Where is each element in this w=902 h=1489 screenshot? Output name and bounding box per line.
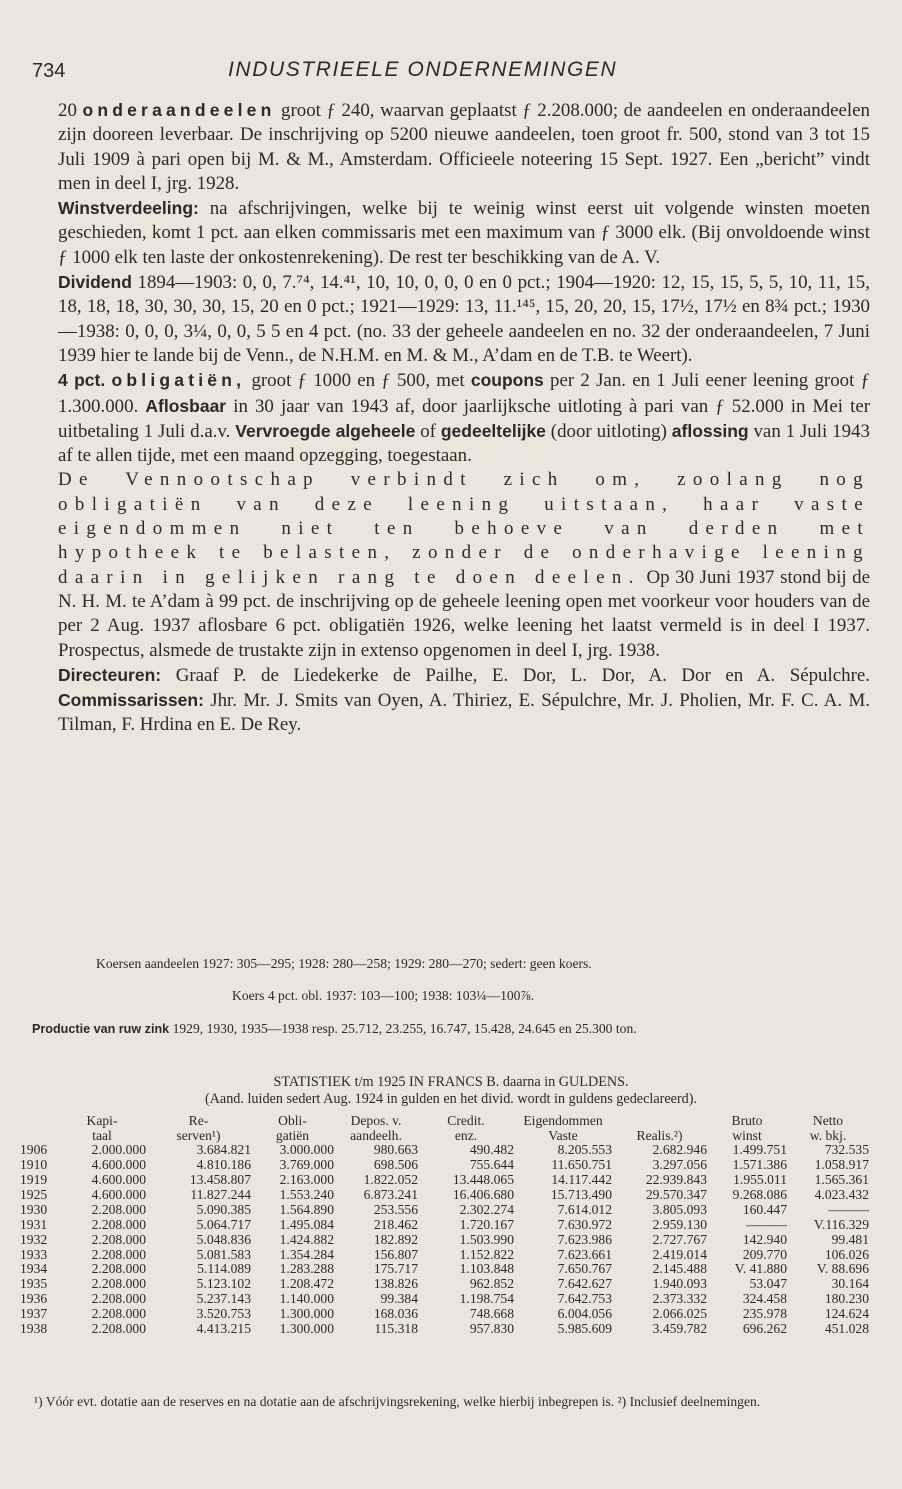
statistiek-title: STATISTIEK t/m 1925 IN FRANCS B. daarna in GULDENS. (273, 1074, 629, 1090)
aflossing-label: aflossing (671, 420, 749, 441)
table-cell: 698.506 (373, 1157, 418, 1173)
row-year: 1906 (20, 1142, 48, 1158)
table-cell: 962.852 (469, 1276, 514, 1292)
winstverdeeling-label: Winstverdeeling: (58, 198, 199, 219)
table-cell: 1.300.000 (279, 1321, 334, 1337)
row-year: 1925 (20, 1186, 48, 1202)
onderaandeelen-count: 20 (58, 100, 77, 121)
table-cell: 490.482 (469, 1142, 514, 1158)
row-year: 1933 (20, 1246, 48, 1262)
table-row (20, 1322, 869, 1337)
table-row (20, 1277, 869, 1292)
vennootschap-clause: De Vennootschap verbindt zich om, zoolang nog obligatiën van deze leening uitstaan, haar vaste eigendommen niet ten behoeve van derden met hypotheek te belasten, zonder de onderhavige leening daarin in gelijken rang te doen deelen. (58, 469, 870, 588)
table-cell: 53.047 (749, 1276, 787, 1292)
table-cell: 2.145.488 (652, 1261, 707, 1277)
table-cell: 175.717 (373, 1261, 418, 1277)
table-cell: 7.623.986 (557, 1231, 612, 1247)
table-cell: 1.720.167 (459, 1216, 514, 1232)
winstverdeeling-text: na afschrijvingen, welke bij te weinig winst eerst uit volgende winsten moeten geschieden, komt 1 pct. aan elken commissaris met een maximum van ƒ 3000 elk. (Bij onvoldoende winst ƒ 1000 elk ten laste der onkostenrekening). De rest ter beschikking van de A. V. (58, 198, 870, 268)
column-header-bottom: enz. (454, 1127, 478, 1143)
table-cell: 4.600.000 (91, 1172, 146, 1187)
column-header-top: Netto (812, 1113, 844, 1128)
table-cell: 209.770 (742, 1246, 787, 1262)
table-cell: 2.727.767 (652, 1231, 707, 1247)
column-header-bottom: winst (732, 1127, 762, 1143)
statistiek-body (20, 1143, 869, 1337)
table-cell: 138.826 (373, 1276, 418, 1292)
paragraph-obligaties (58, 368, 870, 468)
paragraph-dividend (58, 270, 870, 368)
statistiek-table (20, 1114, 869, 1337)
table-cell: 22.939.843 (645, 1172, 707, 1187)
table-cell: 1.564.890 (279, 1201, 334, 1217)
column-header-bottom: Vaste (548, 1127, 578, 1143)
table-cell: 3.684.821 (196, 1142, 251, 1158)
paragraph-vennootschap (58, 468, 870, 662)
table-row (20, 1203, 869, 1218)
table-cell: 156.807 (373, 1246, 418, 1262)
table-cell: 5.081.583 (196, 1246, 251, 1262)
header-row-2 (20, 1129, 869, 1144)
directeuren-label: Directeuren: (58, 664, 162, 685)
table-cell: 732.535 (824, 1142, 869, 1158)
column-header-bottom: taal (92, 1127, 112, 1143)
koers-obligaties: Koers 4 pct. obl. 1937: 103—100; 1938: 103¼—100⅞. (232, 988, 535, 1003)
row-year: 1931 (20, 1216, 48, 1232)
page-header (32, 58, 870, 88)
table-cell: 2.208.000 (91, 1306, 146, 1322)
table-cell: 5.064.717 (196, 1216, 251, 1232)
obligaties-heading: obligatiën, (111, 370, 246, 391)
table-cell: 3.805.093 (652, 1201, 707, 1217)
column-header-bottom: serven¹) (176, 1127, 221, 1143)
dividend-text: 1894—1903: 0, 0, 7.⁷⁴, 14.⁴¹, 10, 10, 0, 0, 0 en 0 pct.; 1904—1920: 12, 15, 15, 5, 5, 10, 11, 15, 18, 18, 18, 30, 30, 30, 15, 20 en 0 pct.; 1921—1929: 13, 11.¹⁴⁵, 15, 20, 20, 15, 17½, 17½ en 8¾ pct.; 1930—1938: 0, 0, 0, 3¼, 0, 0, 5 5 en 4 pct. (no. 33 der geheele aandeelen en no. 32 der onderaandeelen, 7 Juni 1939 hier te lande bij de Venn., de N.H.M. en M. & M., A’dam en de T.B. te Weert). (58, 272, 870, 366)
column-header-top: Credit. (447, 1113, 485, 1128)
table-cell: 2.208.000 (91, 1291, 146, 1307)
table-cell: 748.668 (469, 1306, 514, 1322)
table-cell: 1.198.754 (459, 1291, 514, 1307)
table-row (20, 1158, 869, 1173)
table-cell: 5.048.836 (196, 1231, 251, 1247)
table-cell: 2.373.332 (652, 1291, 707, 1307)
page-number: 734 (32, 60, 66, 82)
table-cell: 1.152.822 (459, 1246, 514, 1262)
table-cell: 9.268.086 (732, 1186, 787, 1202)
year-header-2 (20, 1129, 58, 1144)
column-header-bottom: gatiën (275, 1127, 310, 1143)
table-cell: 1.565.361 (814, 1172, 869, 1187)
aflosbaar-label: Aflosbaar (145, 395, 227, 416)
column-header-bottom: aandeelh. (350, 1127, 402, 1143)
table-cell: 2.959.130 (652, 1216, 707, 1232)
table-cell: 1.300.000 (279, 1306, 334, 1322)
table-cell: V.116.329 (813, 1216, 869, 1232)
dividend-label: Dividend (58, 272, 132, 293)
column-header-top (612, 1114, 707, 1129)
row-year: 1935 (20, 1276, 48, 1292)
row-year: 1936 (20, 1291, 48, 1307)
table-cell: 1.503.990 (459, 1231, 514, 1247)
table-cell: 182.892 (373, 1231, 418, 1247)
table-cell: 15.713.490 (550, 1186, 612, 1202)
table-cell: 2.208.000 (91, 1321, 146, 1337)
table-cell: ——— (746, 1216, 787, 1232)
table-cell: 4.023.432 (814, 1186, 869, 1202)
row-year: 1932 (20, 1231, 48, 1247)
statistiek-subtitle: (Aand. luiden sedert Aug. 1924 in gulden en het divid. wordt in guldens gedeclareerd). (204, 1091, 698, 1107)
table-cell: 124.624 (824, 1306, 869, 1322)
table-cell: 142.940 (742, 1231, 787, 1247)
table-cell: 2.208.000 (91, 1261, 146, 1277)
gedeeltelijke-label: gedeeltelijke (440, 420, 546, 441)
table-cell: V. 41.880 (734, 1261, 787, 1277)
table-cell: V. 88.696 (816, 1261, 869, 1277)
table-cell: 13.458.807 (189, 1172, 251, 1187)
table-cell: 1.283.288 (279, 1261, 334, 1277)
commissarissen-text: Jhr. Mr. J. Smits van Oyen, A. Thiriez, E. Sépulchre, Mr. J. Pholien, Mr. F. C. A. M. Tilman, F. Hrdina en E. De Rey. (58, 690, 870, 736)
table-cell: 1.553.240 (279, 1186, 334, 1202)
table-cell: 1.208.472 (279, 1276, 334, 1292)
table-cell: 4.600.000 (91, 1186, 146, 1202)
table-cell: 2.208.000 (91, 1231, 146, 1247)
table-cell: 5.237.143 (196, 1291, 251, 1307)
table-cell: 2.208.000 (91, 1246, 146, 1262)
running-title: INDUSTRIEELE ONDERNEMINGEN (228, 58, 618, 81)
table-cell: 4.810.186 (196, 1157, 251, 1173)
table-row (20, 1188, 869, 1203)
table-cell: 324.458 (742, 1291, 787, 1307)
table-cell: 4.600.000 (91, 1157, 146, 1173)
table-cell: 99.384 (380, 1291, 418, 1307)
obligaties-text-6: van 1 Juli 1943 af te allen tijde, met een maand opzegging, toegestaan. (58, 420, 870, 467)
main-text (58, 98, 870, 738)
table-cell: 5.985.609 (557, 1321, 612, 1337)
footnotes: ¹) Vóór evt. dotatie aan de reserves en na dotatie aan de afschrijvingsrekening, welke hierbij inbegrepen is. ²) Inclusief deelnemingen. (34, 1394, 761, 1409)
table-row (20, 1248, 869, 1263)
table-cell: 2.000.000 (91, 1142, 146, 1158)
table-cell: 957.830 (469, 1321, 514, 1337)
table-cell: 1.822.052 (363, 1172, 418, 1187)
table-cell: 218.462 (373, 1216, 418, 1232)
table-row (20, 1262, 869, 1277)
table-cell: 1.940.093 (652, 1276, 707, 1292)
column-header-top: Kapi- (86, 1113, 118, 1128)
table-cell: 11.827.244 (190, 1186, 251, 1202)
table-cell: 5.090.385 (196, 1201, 251, 1217)
table-cell: 1.499.751 (732, 1142, 787, 1158)
row-year: 1930 (20, 1201, 48, 1217)
table-row (20, 1218, 869, 1233)
table-cell: 1.140.000 (279, 1291, 334, 1307)
obligaties-text-1: groot ƒ 1000 en ƒ 500, met (251, 370, 465, 392)
table-row (20, 1173, 869, 1188)
table-cell: 2.208.000 (91, 1216, 146, 1232)
table-cell: 1.495.084 (279, 1216, 334, 1232)
year-header (20, 1114, 58, 1129)
paragraph-onderaandeelen (58, 98, 870, 196)
obligaties-text-4: of (420, 420, 436, 442)
column-header-bottom: Realis.²) (636, 1127, 683, 1143)
table-cell: 4.413.215 (196, 1321, 251, 1337)
table-cell: 99.481 (831, 1231, 869, 1247)
table-cell: 3.459.782 (652, 1321, 707, 1337)
table-cell: 7.642.627 (557, 1276, 612, 1292)
table-cell: 106.026 (824, 1246, 869, 1262)
paragraph-directeuren (58, 663, 870, 738)
table-cell: 168.036 (373, 1306, 418, 1322)
row-year: 1934 (20, 1261, 48, 1277)
table-row (20, 1307, 869, 1322)
table-cell: 253.556 (373, 1201, 418, 1217)
table-cell: 696.262 (742, 1321, 787, 1337)
table-cell: 2.208.000 (91, 1276, 146, 1292)
table-cell: 7.630.972 (557, 1216, 612, 1232)
table-cell: 755.644 (469, 1157, 514, 1173)
table-cell: 1.103.848 (459, 1261, 514, 1277)
table-cell: 451.028 (824, 1321, 869, 1337)
table-cell: 3.520.753 (196, 1306, 251, 1322)
table-cell: 3.000.000 (279, 1142, 334, 1158)
header-row-1 (20, 1114, 869, 1129)
table-cell: 3.769.000 (279, 1157, 334, 1173)
productie-text: 1929, 1930, 1935—1938 resp. 25.712, 23.255, 16.747, 15.428, 24.645 en 25.300 ton. (172, 1021, 637, 1036)
obligaties-text-5: (door uitloting) (550, 420, 667, 442)
table-cell: 2.066.025 (652, 1306, 707, 1322)
column-header-top: Bruto (731, 1113, 763, 1128)
directeuren-text: Graaf P. de Liedekerke de Pailhe, E. Dor, L. Dor, A. Dor en A. Sépulchre. (175, 664, 870, 686)
column-header-top: Obli- (278, 1113, 307, 1128)
obligaties-text-2: per 2 Jan. en 1 Juli eener leening groot ƒ 1.300.000. (58, 370, 871, 417)
table-cell: 6.004.056 (557, 1306, 612, 1322)
koersen-aandeelen: Koersen aandeelen 1927: 305—295; 1928: 280—258; 1929: 280—270; sedert: geen koers. (96, 956, 592, 971)
row-year: 1938 (20, 1321, 48, 1337)
obligaties-lead: 4 pct. (58, 370, 106, 391)
table-cell: 980.663 (373, 1142, 418, 1158)
table-row (20, 1233, 869, 1248)
paragraph-winstverdeeling (58, 196, 870, 270)
table-cell: 235.978 (742, 1306, 787, 1322)
column-header-top: Depos. v. (350, 1113, 402, 1128)
table-cell: 5.123.102 (196, 1276, 251, 1292)
table-cell: ——— (828, 1201, 869, 1217)
statistiek-header (20, 1114, 869, 1143)
table-cell: 2.419.014 (652, 1246, 707, 1262)
table-cell: 1.424.882 (279, 1231, 334, 1247)
obligaties-text-3: in 30 jaar van 1943 af, door jaarlijksche uitloting à pari van ƒ 52.000 in Mei ter uitbetaling 1 Juli d.a.v. (58, 395, 870, 442)
table-cell: 30.164 (831, 1276, 869, 1292)
table-cell: 2.302.274 (459, 1201, 514, 1217)
column-header-bottom: w. bkj. (809, 1127, 847, 1143)
table-cell: 2.208.000 (91, 1201, 146, 1217)
table-cell: 180.230 (824, 1291, 869, 1307)
row-year: 1919 (20, 1172, 48, 1187)
table-cell: 5.114.089 (197, 1261, 251, 1277)
column-header-top: Eigendommen (523, 1113, 603, 1128)
table-row (20, 1143, 869, 1158)
table-cell: 16.406.680 (452, 1186, 514, 1202)
vervroegde-label: Vervroegde algeheele (235, 420, 416, 441)
table-cell: 3.297.056 (652, 1157, 707, 1173)
table-cell: 2.682.946 (652, 1142, 707, 1158)
table-row (20, 1292, 869, 1307)
table-cell: 1.571.386 (732, 1157, 787, 1173)
table-cell: 160.447 (742, 1201, 787, 1217)
table-cell: 13.448.065 (452, 1172, 514, 1187)
table-cell: 7.650.767 (557, 1261, 612, 1277)
row-year: 1937 (20, 1306, 48, 1322)
table-cell: 1.058.917 (814, 1157, 869, 1173)
productie-label: Productie van ruw zink (32, 1022, 170, 1036)
table-cell: 11.650.751 (551, 1157, 612, 1173)
row-year: 1910 (20, 1157, 48, 1173)
table-cell: 1.955.011 (733, 1172, 787, 1187)
table-cell: 6.873.241 (363, 1186, 418, 1202)
table-cell: 7.623.661 (557, 1246, 612, 1262)
table-cell: 7.642.753 (557, 1291, 612, 1307)
onderaandeelen-heading: onderaandeelen (82, 100, 276, 120)
table-cell: 1.354.284 (279, 1246, 334, 1262)
vennootschap-text: Op 30 Juni 1937 stond bij de N. H. M. te A’dam à 99 pct. de inschrijving op de geheele leening open met voorkeur voor houders van de per 2 Aug. 1937 aflosbare 6 pct. obligatiën 1926, welke leening het laatst vermeld is in deel I 1937. Prospectus, alsmede de trustakte zijn in extenso opgenomen in deel I, jrg. 1938. (58, 566, 870, 661)
productie-paragraph (32, 1021, 870, 1037)
column-header-top: Re- (188, 1113, 209, 1128)
table-cell: 8.205.553 (557, 1142, 612, 1158)
table-cell: 2.163.000 (279, 1172, 334, 1187)
table-cell: 7.614.012 (557, 1201, 612, 1217)
coupons-label: coupons (470, 370, 544, 391)
onderaandeelen-text: groot ƒ 240, waarvan geplaatst ƒ 2.208.000; de aandeelen en onderaandeelen zijn dooreen leverbaar. De inschrijving op 5200 nieuwe aandeelen, toen groot fr. 500, stond van 3 tot 15 Juli 1909 à pari open bij M. & M., Amsterdam. Officieele noteering 15 Sept. 1927. Een „bericht” vindt men in deel I, jrg. 1928. (58, 100, 870, 194)
table-cell: 29.570.347 (645, 1186, 707, 1202)
commissarissen-label: Commissarissen: (58, 690, 204, 711)
table-cell: 115.318 (374, 1321, 418, 1337)
table-cell: 14.117.442 (551, 1172, 612, 1187)
